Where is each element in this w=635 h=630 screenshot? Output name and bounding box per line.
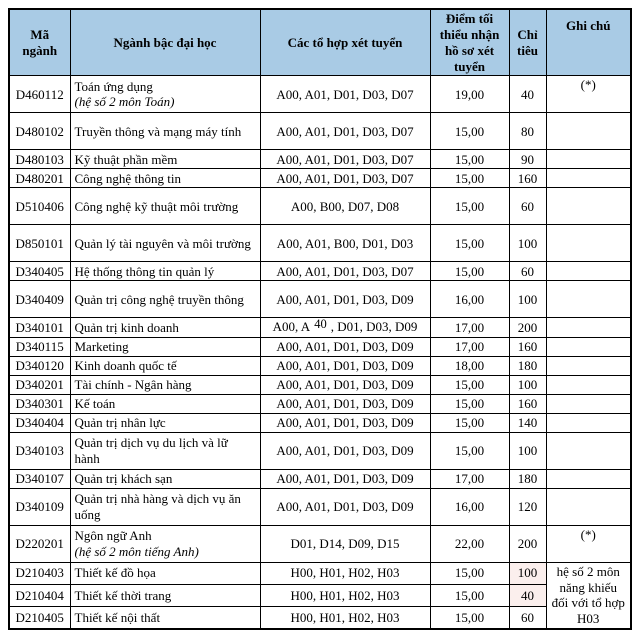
table-row [9,76,631,113]
major-cell: Quản trị khách sạn [70,469,260,488]
note-cell [546,488,631,525]
combos-cell: A00, A01, D01, D03, D07 [260,76,430,113]
quota-cell: 80 [509,113,546,150]
score-cell: 18,00 [430,356,509,375]
major-cell: Thiết kế nội thất [70,607,260,630]
table-body [9,76,631,629]
code-cell: D210403 [9,562,70,584]
note-cell [546,375,631,394]
table-row [9,262,631,281]
quota-cell: 140 [509,413,546,432]
combos-cell: A00, A01, D01, D03, D09 [260,469,430,488]
table-row [9,281,631,318]
major-cell: Hệ thống thông tin quản lý [70,262,260,281]
major-cell: Công nghệ kỹ thuật môi trường [70,188,260,225]
table-row [9,469,631,488]
quota-cell: 200 [509,318,546,337]
note-cell: (*) [546,76,631,113]
note-cell [546,150,631,169]
major-cell: Marketing [70,337,260,356]
major-cell: Kế toán [70,394,260,413]
table-row [9,169,631,188]
code-cell: D210404 [9,584,70,606]
code-cell: D850101 [9,225,70,262]
code-cell: D340107 [9,469,70,488]
header-row [9,9,631,76]
table-row [9,432,631,469]
header-nganh-bac-dai-hoc: Ngành bậc đại học [70,9,260,76]
major-cell: Truyền thông và mạng máy tính [70,113,260,150]
major-cell: Tài chính - Ngân hàng [70,375,260,394]
combos-cell: A00, B00, D07, D08 [260,188,430,225]
code-cell: D220201 [9,525,70,562]
code-cell: D340115 [9,337,70,356]
overlay-artifact: 40 [310,318,331,333]
code-cell: D510406 [9,188,70,225]
quota-cell: 160 [509,394,546,413]
code-cell: D340301 [9,394,70,413]
table-row [9,607,631,630]
note-cell [546,169,631,188]
score-cell: 17,00 [430,318,509,337]
admissions-table [8,8,632,630]
score-cell: 15,00 [430,584,509,606]
table-row [9,188,631,225]
score-cell: 19,00 [430,76,509,113]
quota-cell: 40 [509,76,546,113]
score-cell: 15,00 [430,169,509,188]
table-row [9,488,631,525]
score-cell: 17,00 [430,469,509,488]
header-chi-tieu: Chỉ tiêu [509,9,546,76]
table-row [9,562,631,584]
score-cell: 16,00 [430,488,509,525]
score-cell: 15,00 [430,150,509,169]
major-cell: Kinh doanh quốc tế [70,356,260,375]
table-row [9,150,631,169]
note-cell [546,113,631,150]
major-cell: Công nghệ thông tin [70,169,260,188]
major-subnote: (hệ số 2 môn Toán) [74,94,175,110]
combos-cell: H00, H01, H02, H03 [260,607,430,630]
note-cell [546,318,631,337]
quota-cell: 160 [509,169,546,188]
table-row [9,525,631,562]
note-cell [546,188,631,225]
quota-cell: 100 [509,375,546,394]
score-cell: 15,00 [430,375,509,394]
score-cell: 15,00 [430,432,509,469]
combos-cell [260,318,430,337]
table-header [9,9,631,76]
major-cell: Quản trị dịch vụ du lịch và lữ hành [70,432,260,469]
header-diem-toi-thieu: Điểm tối thiểu nhận hồ sơ xét tuyển [430,9,509,76]
note-cell [546,225,631,262]
table-row [9,318,631,337]
code-cell: D340109 [9,488,70,525]
table-row [9,225,631,262]
table-row [9,113,631,150]
combos-cell: A00, A01, D01, D03, D07 [260,169,430,188]
quota-cell: 90 [509,150,546,169]
combos-cell: A00, A01, D01, D03, D09 [260,488,430,525]
score-cell: 15,00 [430,562,509,584]
code-cell: D340409 [9,281,70,318]
combos-cell: A00, A01, D01, D03, D07 [260,262,430,281]
note-cell [546,432,631,469]
quota-cell: 180 [509,356,546,375]
quota-cell: 60 [509,607,546,630]
note-cell [546,356,631,375]
score-cell: 15,00 [430,113,509,150]
score-cell: 15,00 [430,188,509,225]
combos-cell: A00, A01, D01, D03, D09 [260,356,430,375]
merged-note-cell: hệ số 2 môn năng khiếu đối với tổ hợp H03 [546,562,631,629]
combos-cell: A00, A01, D01, D03, D09 [260,281,430,318]
table-row [9,584,631,606]
code-cell: D480201 [9,169,70,188]
note-cell [546,262,631,281]
quota-cell: 180 [509,469,546,488]
combos-cell: D01, D14, D09, D15 [260,525,430,562]
quota-cell: 100 [509,225,546,262]
note-cell: (*) [546,525,631,562]
score-cell: 17,00 [430,337,509,356]
code-cell: D340405 [9,262,70,281]
code-cell: D340404 [9,413,70,432]
note-cell [546,469,631,488]
combos-cell: A00, A01, B00, D01, D03 [260,225,430,262]
quota-cell: 200 [509,525,546,562]
code-cell: D340201 [9,375,70,394]
table-row [9,413,631,432]
table-row [9,356,631,375]
quota-cell: 40 [509,584,546,606]
major-cell: Quản trị công nghệ truyền thông [70,281,260,318]
quota-cell: 160 [509,337,546,356]
quota-cell: 120 [509,488,546,525]
note-cell [546,413,631,432]
note-cell [546,337,631,356]
score-cell: 22,00 [430,525,509,562]
note-cell [546,394,631,413]
table-row [9,375,631,394]
combos-cell: H00, H01, H02, H03 [260,562,430,584]
combos-cell: A00, A01, D01, D03, D09 [260,375,430,394]
admissions-table-container [8,8,632,630]
score-cell: 15,00 [430,394,509,413]
major-cell: Quản lý tài nguyên và môi trường [70,225,260,262]
quota-cell: 100 [509,432,546,469]
combos-cell: A00, A01, D01, D03, D09 [260,432,430,469]
table-row [9,337,631,356]
combos-cell: A00, A01, D01, D03, D07 [260,150,430,169]
major-subnote: (hệ số 2 môn tiếng Anh) [74,543,199,559]
major-cell: Thiết kế thời trang [70,584,260,606]
code-cell: D340103 [9,432,70,469]
major-cell: Quản trị nhà hàng và dịch vụ ăn uống [70,488,260,525]
code-cell: D480102 [9,113,70,150]
major-cell: Kỹ thuật phần mềm [70,150,260,169]
header-ghi-chu: Ghi chú [546,9,631,76]
score-cell: 15,00 [430,225,509,262]
header-to-hop-xet-tuyen: Các tổ hợp xét tuyển [260,9,430,76]
major-cell: Quản trị kinh doanh [70,318,260,337]
combos-cell: A00, A01, D01, D03, D09 [260,394,430,413]
note-cell [546,281,631,318]
combos-prefix: A00, A [272,319,311,335]
quota-cell: 100 [509,281,546,318]
score-cell: 15,00 [430,262,509,281]
quota-cell: 100 [509,562,546,584]
combos-cell: A00, A01, D01, D03, D09 [260,413,430,432]
code-cell: D340101 [9,318,70,337]
table-row [9,394,631,413]
combos-suffix: , D01, D03, D09 [330,319,418,335]
score-cell: 16,00 [430,281,509,318]
major-cell: Ngôn ngữ Anh (hệ số 2 môn tiếng Anh) [70,525,260,562]
code-cell: D340120 [9,356,70,375]
score-cell: 15,00 [430,413,509,432]
major-cell: Thiết kế đồ họa [70,562,260,584]
combos-cell: H00, H01, H02, H03 [260,584,430,606]
score-cell: 15,00 [430,607,509,630]
header-ma-nganh: Mã ngành [9,9,70,76]
combos-cell: A00, A01, D01, D03, D07 [260,113,430,150]
code-cell: D210405 [9,607,70,630]
code-cell: D480103 [9,150,70,169]
quota-cell: 60 [509,262,546,281]
quota-cell: 60 [509,188,546,225]
code-cell: D460112 [9,76,70,113]
combos-cell: A00, A01, D01, D03, D09 [260,337,430,356]
major-cell: Quản trị nhân lực [70,413,260,432]
major-cell: Toán ứng dụng (hệ số 2 môn Toán) [70,76,260,113]
